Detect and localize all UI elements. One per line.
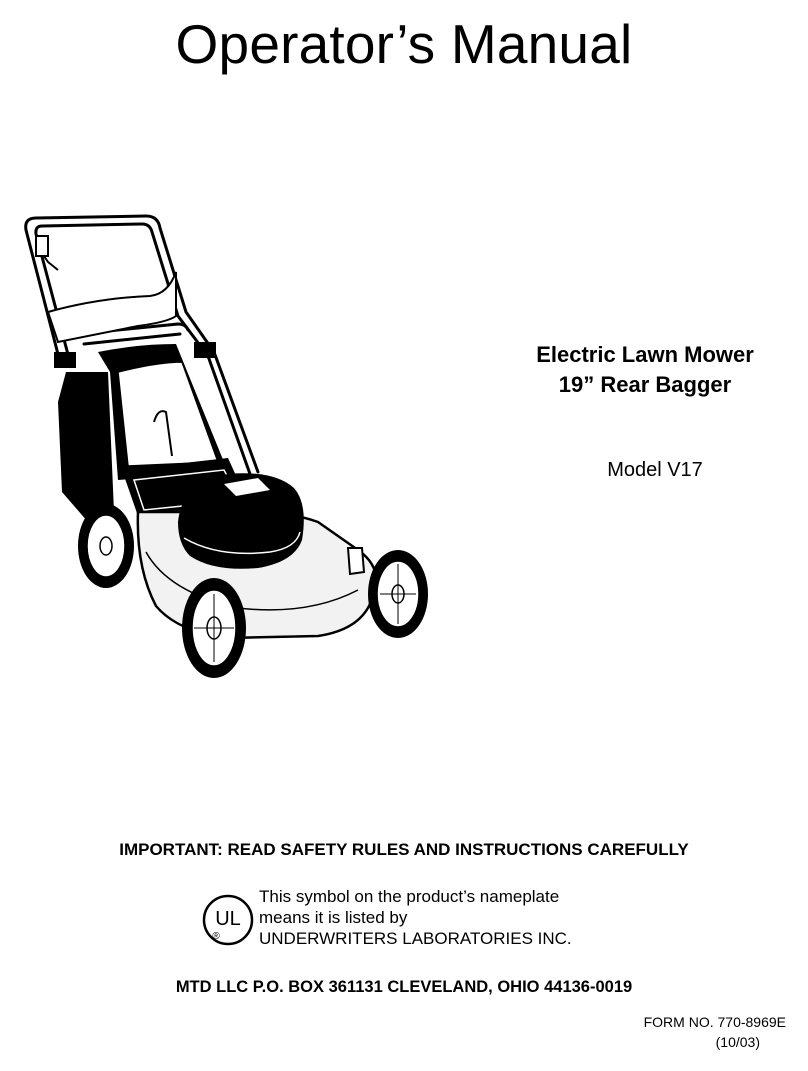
ul-notice-line: This symbol on the product’s nameplate	[259, 887, 560, 906]
ul-logo-letters: UL	[215, 908, 241, 930]
safety-notice: IMPORTANT: READ SAFETY RULES AND INSTRUCTIONS CAREFULLY	[119, 840, 689, 859]
lawn-mower-illustration-icon	[18, 212, 438, 682]
product-name: Electric Lawn Mower	[536, 342, 754, 367]
ul-notice-line: UNDERWRITERS LABORATORIES INC.	[259, 929, 572, 948]
ul-listed-logo-icon	[201, 893, 255, 947]
ul-notice-text	[259, 886, 572, 949]
form-date: (10/03)	[715, 1034, 760, 1050]
product-subtitle: 19” Rear Bagger	[558, 372, 732, 397]
manual-title: Operator’s Manual	[175, 13, 633, 75]
ul-logo-registered-mark: ®	[212, 931, 220, 942]
manufacturer-address: MTD LLC P.O. BOX 361131 CLEVELAND, OHIO 44136-0019	[175, 978, 633, 996]
ul-notice-line: means it is listed by	[259, 908, 408, 927]
model-number: Model V17	[607, 459, 703, 481]
form-number: FORM NO. 770-8969E	[643, 1014, 786, 1030]
